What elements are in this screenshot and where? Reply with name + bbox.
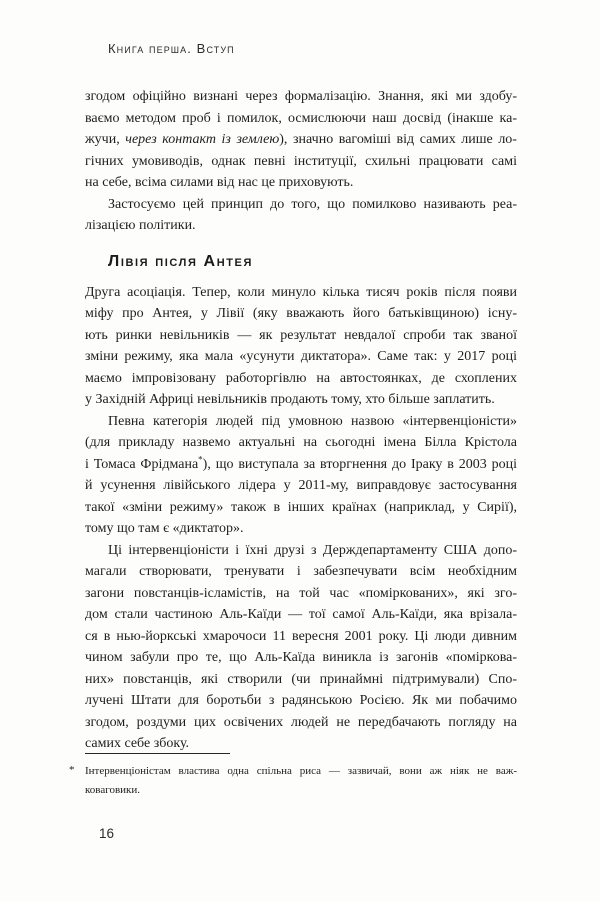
text-segment: тому що там є «диктатор». — [85, 521, 244, 536]
paragraph — [85, 194, 517, 237]
text-segment: на себе, всіма силами від нас це приховують. — [85, 175, 354, 190]
text-segment: Друга асоціація. Тепер, коли минуло кілька тисяч років після появи — [85, 284, 517, 300]
footnote-marker: * — [69, 764, 75, 776]
text-segment: маємо імпровізовану работоргівлю на автостоянках, де схоплених — [85, 370, 517, 386]
footnote-reference-asterisk: * — [198, 453, 203, 464]
text-segment: і Томаса Фрідмана — [85, 456, 199, 472]
text-segment: них» повстанців, які створили (чи принаймні підтримували) Спо- — [85, 671, 517, 687]
text-line — [85, 432, 517, 454]
text-line — [85, 583, 517, 605]
text-segment: коваговики. — [85, 784, 141, 796]
text-line — [85, 454, 517, 476]
paragraph — [85, 411, 517, 540]
text-segment: лучені Штати для боротьби з радянською Росією. Як ми побачимо — [85, 693, 517, 708]
text-line — [85, 282, 517, 304]
text-line — [85, 346, 517, 368]
section-heading: Лівія після Антея — [108, 252, 253, 270]
text-line — [85, 497, 517, 519]
text-line — [85, 762, 517, 781]
text-segment: ), значно вагоміші від самих лише ло- — [279, 132, 517, 147]
paragraph — [85, 86, 517, 194]
running-header: Книга перша. Вступ — [108, 41, 235, 56]
text-line — [85, 215, 517, 237]
text-line — [85, 172, 517, 194]
text-segment: Певна категорія людей під умовною назвою «інтервенціоністи» — [108, 413, 517, 429]
text-segment: лізацією політики. — [85, 218, 196, 233]
text-segment: зміни режиму, яка мала «усунути диктатора». Саме так: у 2017 році — [85, 349, 517, 364]
text-segment: загони повстанців-ісламістів, на той час «поміркованих», які зго- — [85, 585, 517, 601]
text-line — [85, 368, 517, 390]
paragraph — [85, 540, 517, 755]
text-line — [85, 647, 517, 669]
text-segment: ють ринки невільників — як результат невдалої спроби так званої — [85, 327, 517, 343]
text-line — [85, 626, 517, 648]
text-segment: й усунення лівійського лідера у 2011-му, виправдовує застосування — [85, 478, 517, 493]
text-segment: ся в нью-йоркські хмарочоси 11 вересня 2001 року. Ці люди дивним — [85, 628, 517, 644]
footnote-separator-rule — [85, 753, 230, 754]
text-line — [85, 781, 517, 800]
text-segment: (для прикладу назвемо актуальні на сьогодні імена Білла Крістола — [85, 435, 517, 450]
text-segment: Ці інтервенціоністи і їхні друзі з Держдепартаменту США допо- — [108, 542, 517, 558]
text-line — [85, 411, 517, 433]
text-line — [85, 518, 517, 540]
text-segment: дом стали частиною Аль-Каїди — тої самої Аль-Каїди, яка врізала- — [85, 607, 517, 622]
text-line — [85, 389, 517, 411]
body-text — [85, 86, 517, 755]
text-line — [85, 325, 517, 347]
text-line — [85, 108, 517, 130]
text-segment: згодом офіційно визнані через формалізацію. Знання, які ми здобу- — [85, 89, 517, 104]
text-segment: ваємо методом проб і помилок, осмислюючи наш досвід (інакше ка- — [85, 110, 517, 126]
page-number: 16 — [99, 826, 115, 841]
text-line — [85, 303, 517, 325]
text-segment: самих себе збоку. — [85, 736, 190, 751]
text-line — [85, 733, 517, 755]
text-line — [85, 712, 517, 734]
text-line — [85, 604, 517, 626]
text-line — [85, 86, 517, 108]
text-segment: у Західній Африці невільників продають тому, хто більше заплатить. — [85, 392, 495, 407]
text-line — [85, 669, 517, 691]
text-line — [85, 475, 517, 497]
text-segment: магали створювати, тренувати і забезпечувати всім необхідним — [85, 564, 517, 579]
paragraph — [85, 282, 517, 411]
text-segment: чином забули про те, що Аль-Каїда виникла із загонів «поміркова- — [85, 650, 517, 665]
text-line — [85, 151, 517, 173]
text-segment: Інтервенціоністам властива одна спільна риса — зазвичай, вони аж ніяк не важ- — [85, 765, 517, 777]
text-segment: гічних умовиводів, однак певні інституції, схильні працювати самі — [85, 153, 517, 169]
footnote — [69, 762, 517, 800]
text-segment: жучи, — [85, 132, 126, 147]
text-segment: такої «зміни режиму» також в інших країнах (наприклад, у Сирії), — [85, 499, 517, 515]
footnote-text — [85, 762, 517, 800]
text-line — [85, 690, 517, 712]
text-line — [85, 194, 517, 216]
text-segment: згодом, роздуми цих освічених людей не передбачають погляду на — [85, 714, 517, 730]
text-segment: Застосуємо цей принцип до того, що помилково називають реа- — [108, 196, 517, 212]
text-line — [85, 561, 517, 583]
text-line — [85, 129, 517, 151]
text-segment: міфу про Антея, у Лівії (яку вважають його батьківщиною) існу- — [85, 306, 517, 321]
text-segment: ), що виступала за вторгнення до Іраку в 2003 році — [202, 456, 517, 472]
text-line — [85, 540, 517, 562]
italic-text: через контакт із землею — [125, 132, 280, 147]
